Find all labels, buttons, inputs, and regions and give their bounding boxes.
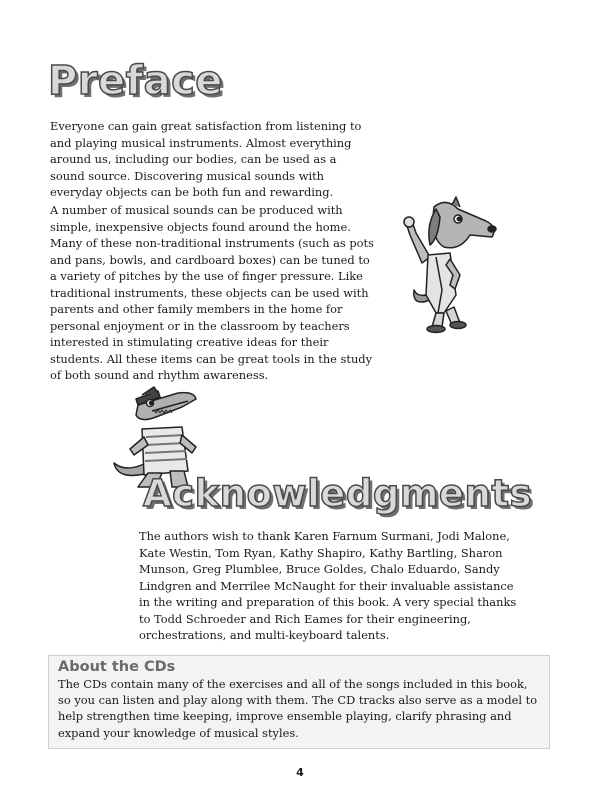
preface-paragraph-1: Everyone can gain great satisfaction from listening to and playing musical instruments. Almost everything around us, including our bodies, can be used as a sound source. Discovering musical sounds with everyday objects can be both fun and rewarding. bbox=[50, 119, 362, 199]
page-number: 4 bbox=[296, 766, 304, 779]
about-cds-text: The CDs contain many of the exercises and all of the songs included in this book, so you can listen and play along with them. The CD tracks also serve as a model to help strengthen time keeping, improve ensemble playing, clarify phrasing and expand your knowledge of musical styles. bbox=[58, 677, 538, 740]
preface-title: Preface bbox=[48, 58, 223, 104]
preface-paragraph-2: A number of musical sounds can be produced with simple, inexpensive objects found around the home. Many of these non-traditional instruments (such as pots and pans, bowls, and cardboard boxes) can be tuned to a variety of pitches by the use of finger pressure. Like traditional instruments, these objects can be used with parents and other family members in the home for personal enjoyment or in the classroom by teachers interested in stimulating creative ideas for their students. All these items can be great tools in the study of both sound and rhythm awareness. bbox=[50, 203, 374, 382]
about-cds-title: About the CDs bbox=[58, 659, 176, 675]
about-cds-box bbox=[48, 655, 550, 749]
acknowledgments-paragraph: The authors wish to thank Karen Farnum Surmani, Jodi Malone, Kate Westin, Tom Ryan, Kathy Shapiro, Kathy Bartling, Sharon Munson, Greg Plumblee, Bruce Goldes, Chalo Eduardo, Sandy Lindgren and Merrilee McNaught for their invaluable assistance in the writing and preparation of this book. A very special thanks to Todd Schroeder and Rich Eames for their engineering, orchestrations, and multi-keyboard talents. bbox=[139, 529, 517, 642]
dog-cartoon-icon bbox=[400, 195, 505, 335]
acknowledgments-title: Acknowledgments bbox=[143, 472, 533, 515]
